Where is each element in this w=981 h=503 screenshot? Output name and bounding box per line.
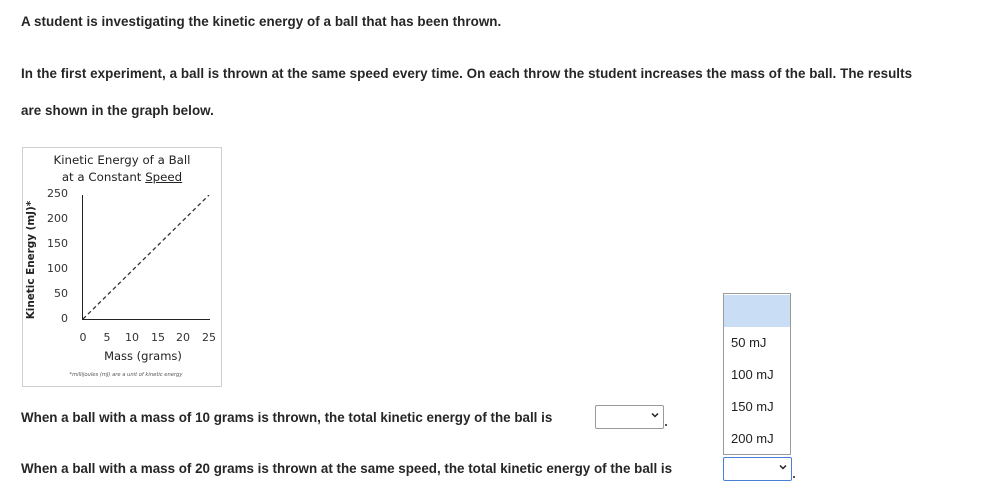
- kinetic-energy-chart: [22, 147, 222, 387]
- y-tick-label: 200: [47, 212, 68, 225]
- period-mark: [793, 476, 795, 478]
- dropdown-option[interactable]: 200 mJ: [731, 431, 774, 446]
- y-tick-label: 150: [47, 237, 68, 250]
- series-line: [83, 195, 209, 319]
- period-mark: [665, 424, 667, 426]
- x-tick-label: 25: [202, 331, 216, 344]
- dropdown-option[interactable]: 100 mJ: [731, 367, 774, 382]
- x-tick-label: 15: [151, 331, 165, 344]
- question2-answer-select[interactable]: [723, 457, 792, 481]
- experiment-text-line2: are shown in the graph below.: [21, 103, 214, 118]
- x-tick-label: 20: [176, 331, 190, 344]
- y-tick-label: 0: [61, 312, 68, 325]
- answer-options-dropdown[interactable]: [723, 293, 791, 455]
- x-tick-label: 5: [103, 331, 111, 344]
- chevron-down-icon: [779, 463, 787, 471]
- y-tick-label: 100: [47, 262, 68, 275]
- chevron-down-icon: [651, 411, 659, 419]
- question1-text: When a ball with a mass of 10 grams is thrown, the total kinetic energy of the ball is: [21, 410, 553, 425]
- chart-title-line2: [23, 170, 221, 184]
- chart-footnote: *millijoules (mJ) are a unit of kinetic energy: [69, 372, 183, 378]
- question2-text: When a ball with a mass of 20 grams is thrown at the same speed, the total kinetic energy of the ball is: [21, 461, 673, 476]
- chart-title-underlined: Speed: [145, 170, 183, 184]
- x-tick-label: 10: [125, 331, 139, 344]
- y-tick-label: 250: [47, 187, 68, 200]
- x-axis-label: Mass (grams): [104, 349, 182, 363]
- chart-title-prefix: at a Constant: [61, 170, 146, 184]
- y-tick-label: 50: [54, 287, 68, 300]
- question1-answer-select[interactable]: [595, 405, 664, 429]
- intro-text: A student is investigating the kinetic energy of a ball that has been thrown.: [21, 14, 502, 29]
- chart-title-line1: Kinetic Energy of a Ball: [53, 153, 191, 167]
- dropdown-option[interactable]: 150 mJ: [731, 399, 774, 414]
- y-axis-label: Kinetic Energy (mJ)*: [25, 200, 37, 320]
- dropdown-option-blank[interactable]: [724, 295, 790, 327]
- x-tick-label: 0: [79, 331, 87, 344]
- experiment-text-line1: In the first experiment, a ball is thrown at the same speed every time. On each throw the student increases the mass of the ball. The results: [21, 66, 913, 81]
- plot-area: [82, 195, 210, 320]
- dropdown-option[interactable]: 50 mJ: [731, 335, 767, 350]
